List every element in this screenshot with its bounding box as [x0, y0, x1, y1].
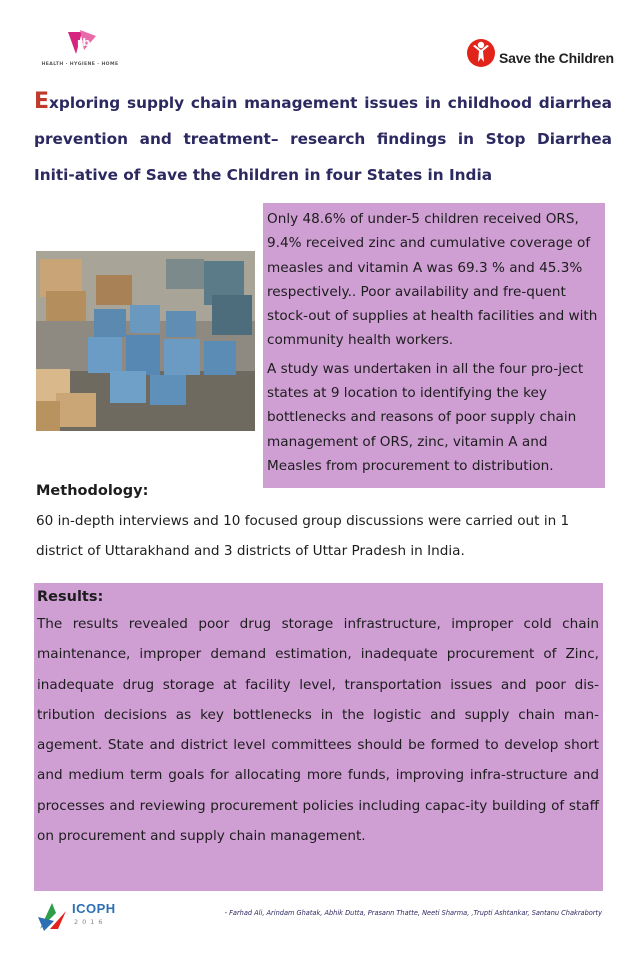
storage-room-photo: [36, 251, 255, 431]
save-the-children-logo: [466, 36, 616, 74]
save-the-children-emblem-icon: [466, 36, 496, 70]
icoph-logo-year: 2016: [74, 918, 107, 926]
results-box: [34, 583, 603, 891]
results-text: The results revealed poor drug storage infrastructure, improper cold chain maintenance, improper demand estimation, inadequate procurement of Zinc, inadequate drug storage at facility level, transportation issues and poor dis-tribution decisions as key bottlenecks in the logistic and supply chain man-agement. State and district level committees should be formed to develop short and medium term goals for allocating more funds, improving infra-structure and processes and reviewing procurement policies including capac-ity building of staff on procurement and supply chain management.: [37, 616, 599, 845]
authors-line: - Farhad Ali, Arindam Ghatak, Abhik Dutta, Prasann Thatte, Neeti Sharma, ,Trupti Ashtankar, Santanu Chakraborty: [224, 909, 602, 917]
svg-text:rb: rb: [77, 36, 91, 49]
title-initial: E: [34, 89, 50, 114]
methodology-heading: Methodology:: [36, 483, 149, 499]
poster-title: [34, 84, 612, 193]
methodology-text: 60 in-depth interviews and 10 focused group discussions were carried out in 1 district of Uttarakhand and 3 districts of Uttar Pradesh in India.: [36, 513, 570, 559]
intro-paragraph-study: A study was undertaken in all the four pro-ject states at 9 location to identifying the key bottlenecks and reasons of poor supply chain management of ORS, zinc, vitamin A and Measles from procurement to distribution.: [267, 360, 584, 474]
save-the-children-logo-text: Save the Children: [499, 50, 614, 66]
icoph-emblem-icon: [36, 899, 70, 933]
intro-paragraph-coverage: Only 48.6% of under-5 children received ORS, 9.4% received zinc and cumulative coverage of measles and vitamin A was 69.3 % and 45.3% respectively.. Poor availability and fre-quent stock-out of supplies at health facilities and with community health workers.: [267, 211, 598, 349]
key-findings-box: [263, 203, 605, 488]
title-text: xploring supply chain management issues in childhood diarrhea prevention and treatment– research findings in Stop Diarrhea Initi-ative of Save the Children in four States in India: [34, 94, 612, 184]
rb-logo-tagline: HEALTH · HYGIENE · HOME: [41, 62, 119, 67]
rb-logo-mark-icon: [62, 28, 102, 58]
rb-logo: [34, 28, 124, 74]
icoph-logo: [36, 897, 146, 939]
icoph-logo-name: ICOPH: [72, 901, 116, 916]
results-heading: Results:: [37, 589, 104, 605]
